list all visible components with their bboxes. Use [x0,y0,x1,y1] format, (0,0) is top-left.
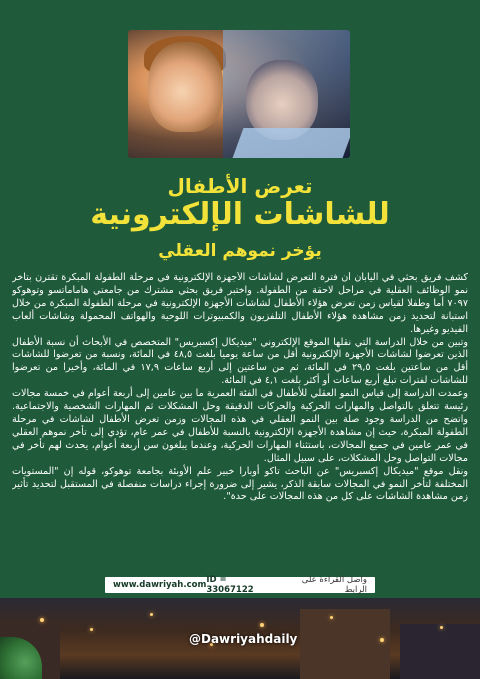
photo-light [150,613,153,616]
photo-light [40,618,44,622]
photo-tablet [233,128,350,158]
article-body [12,272,468,572]
continue-reading-label: واصل القراءة على الرابط [301,575,367,595]
headline-line-1: تعرض الأطفال [167,174,313,198]
photo-light [90,628,93,631]
continue-reading-bar[interactable] [105,577,375,593]
paragraph-3: وعمدت الدراسة إلى قياس النمو العقلي للأطفال في الفئة العمرية ما بين عامين إلى أربعة أعوام في خمسة مجالات رئيسة تتعلق بالتواصل والمهارات الحركية والحركات الدقيقة وحل المشكلات ثم المهارات الشخصية والاجتماعية. واتضح من الدراسة وجود صلة بين النمو العقلي في هذه المجالات وزمن تعرض الأطفال لشاشات في مرحلة الطفولة المبكرة، حيث إن مشاهدة الأجهزة الإلكترونية بالنسبة للأطفال في عمر عام، تؤدي إلى تأخر نموهم العقلي في عمر عامين في جميع المجالات، باستثناء المهارات الحركية، وعندما يبلغون سن أربعة أعوام، يحدث لهم تأخر في مجالات التواصل وحل المشكلات، على سبيل المثال. [12,388,468,464]
photo-light [330,616,333,619]
headline-line-3: يؤخر نموهم العقلي [158,241,322,261]
photo-light [260,623,264,627]
photo-building [400,624,480,679]
website-link[interactable]: www.dawriyah.com [113,580,207,590]
children-tablet-photo [128,30,350,158]
social-handle[interactable]: @Dawriyahdaily [189,632,298,646]
photo-light [440,626,443,629]
paragraph-4: ونقل موقع "ميديكال إكسبريس" عن الباحث تاكو أوبارا خبير علم الأوبئة بجامعة توهوكو، قوله إن "المستويات المختلفة لتأخر النمو في المجالات سابقة الذكر، يشير إلى ضرورة إجراء دراسات منفصلة في المستقبل لتحديد تأثير زمن مشاهدة الشاشات على كل من هذه المجالات على حدة". [12,465,468,503]
photo-child-face [148,42,223,132]
photo-building [300,609,390,679]
article-id: ID = 33067122 [206,575,254,595]
photo-light [380,638,384,642]
paragraph-2: وتبين من خلال الدراسة التي نقلها الموقع الإلكتروني "ميديكال إكسبريس" المتخصص في الأبحاث أن نسبة الأطفال الذين تعرضوا لشاشات الأجهزة الإلكترونية أقل من ساعة يوميا بلغت ٤٨,٥ في المائة، ونسبة من تعرضوا للشاشات أقل من ساعتين بلغت ٢٩,٥ في المائة، ثم من ساعتين إلى أربع ساعات ١٧,٩ في المائة، وأخيرا من تعرضوا للشاشات لفترات تبلغ أربع ساعات أو أكثر بلغت ٤,١ في المائة. [12,336,468,387]
headline-line-2: للشاشات الإلكترونية [90,197,390,232]
paragraph-1: كشف فريق بحثي في اليابان أن فترة التعرض لشاشات الأجهزة الإلكترونية في مرحلة الطفولة المبكرة تقترن بتأخر نمو الوظائف العقلية في مراحل لاحقة من الطفولة. واختبر فريق بحثي مشترك من جامعتي هاماماتسو وتوهوكو ٧٠٩٧ أما وطفلا لقياس زمن تعرض هؤلاء الأطفال لشاشات الأجهزة الإلكترونية في مرحلة الطفولة المبكرة من خلال استبانة لتحديد زمن مشاهدة هؤلاء الأطفال التلفزيون والكمبيوترات اللوحية والهواتف المحمولة وشاشات ألعاب الفيديو وغيرها. [12,272,468,335]
